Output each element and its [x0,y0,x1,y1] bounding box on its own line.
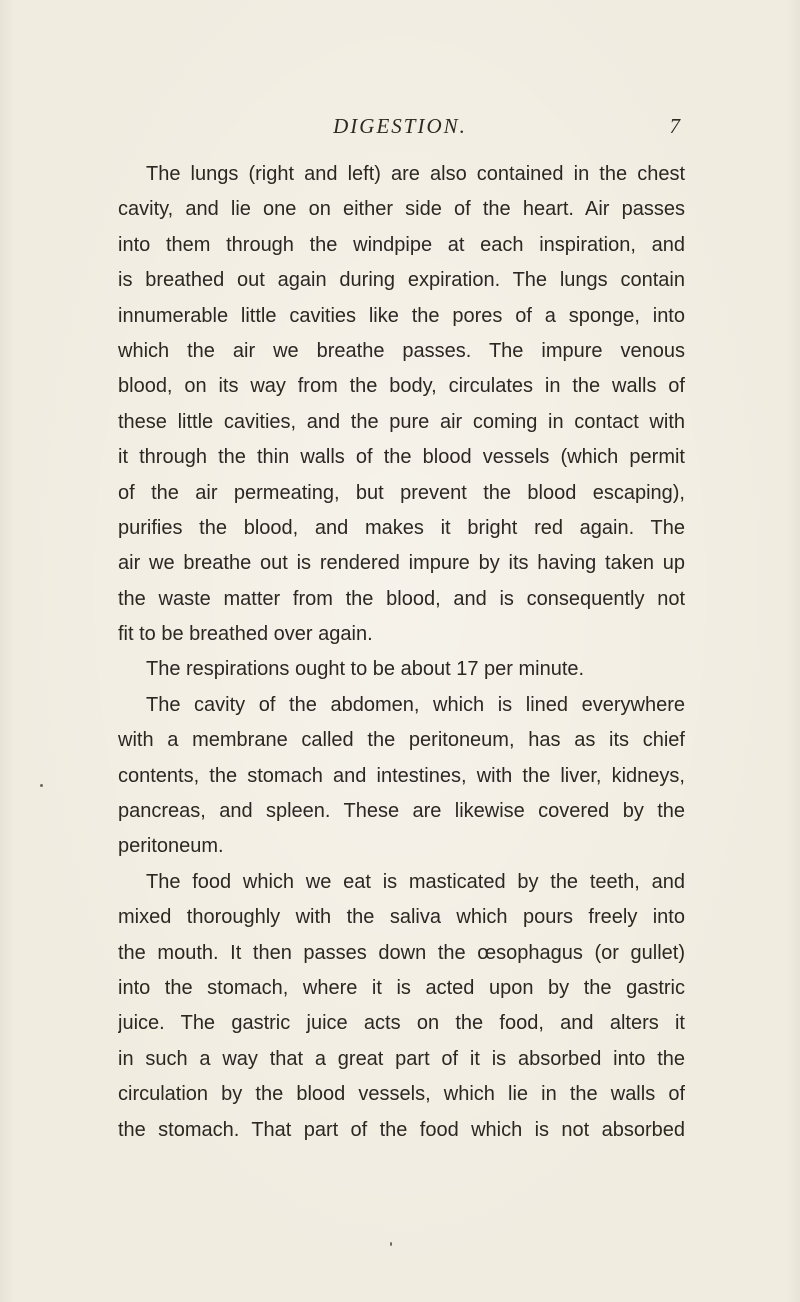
text-line: peritoneum. [118,835,224,858]
text-line: innumerable little cavities like the pores of a sponge, into [118,304,685,327]
text-line: the mouth. It then passes down the œsophagus (or gullet) [118,941,685,964]
text-line: into them through the windpipe at each inspiration, and [118,233,685,256]
text-line: cavity, and lie one on either side of the heart. Air passes [118,198,685,221]
text-line: pancreas, and spleen. These are likewise covered by the [118,800,685,823]
text-line: The lungs (right and left) are also contained in the chest [146,163,685,185]
text-line: The respirations ought to be about 17 per minute. [146,658,585,681]
text-line: of the air permeating, but prevent the blood escaping), [118,481,685,504]
text-line: it through the thin walls of the blood vessels (which permit [118,446,685,469]
text-line: in such a way that a great part of it is absorbed into the [118,1047,685,1070]
text-line: into the stomach, where it is acted upon by the gastric [118,976,685,999]
text-line: The cavity of the abdomen, which is lined everywhere [146,693,685,716]
text-line: with a membrane called the peritoneum, has as its chief [118,729,685,752]
text-line: blood, on its way from the body, circulates in the walls of [118,375,685,398]
body-text [118,157,685,1148]
text-line: the waste matter from the blood, and is consequently not [118,587,685,610]
running-title: DIGESTION. [333,114,467,138]
text-line: these little cavities, and the pure air coming in contact with [118,410,685,433]
paper-speck [390,1242,392,1246]
text-line: contents, the stomach and intestines, with the liver, kidneys, [118,764,685,787]
text-line: circulation by the blood vessels, which lie in the walls of [118,1083,685,1106]
text-line: mixed thoroughly with the saliva which pours freely into [118,906,685,929]
text-line: air we breathe out is rendered impure by its having taken up [118,552,685,575]
text-line: juice. The gastric juice acts on the food, and alters it [118,1012,685,1035]
page-number: 7 [669,114,680,138]
paper-speck [40,784,43,787]
text-line: fit to be breathed over again. [118,623,373,646]
text-line: The food which we eat is masticated by the teeth, and [146,870,685,893]
text-line: is breathed out again during expiration. The lungs contain [118,269,685,292]
text-line: which the air we breathe passes. The impure venous [118,339,685,362]
text-line: the stomach. That part of the food which is not absorbed [118,1118,685,1141]
text-line: purifies the blood, and makes it bright red again. The [118,516,685,539]
running-head [120,108,680,144]
